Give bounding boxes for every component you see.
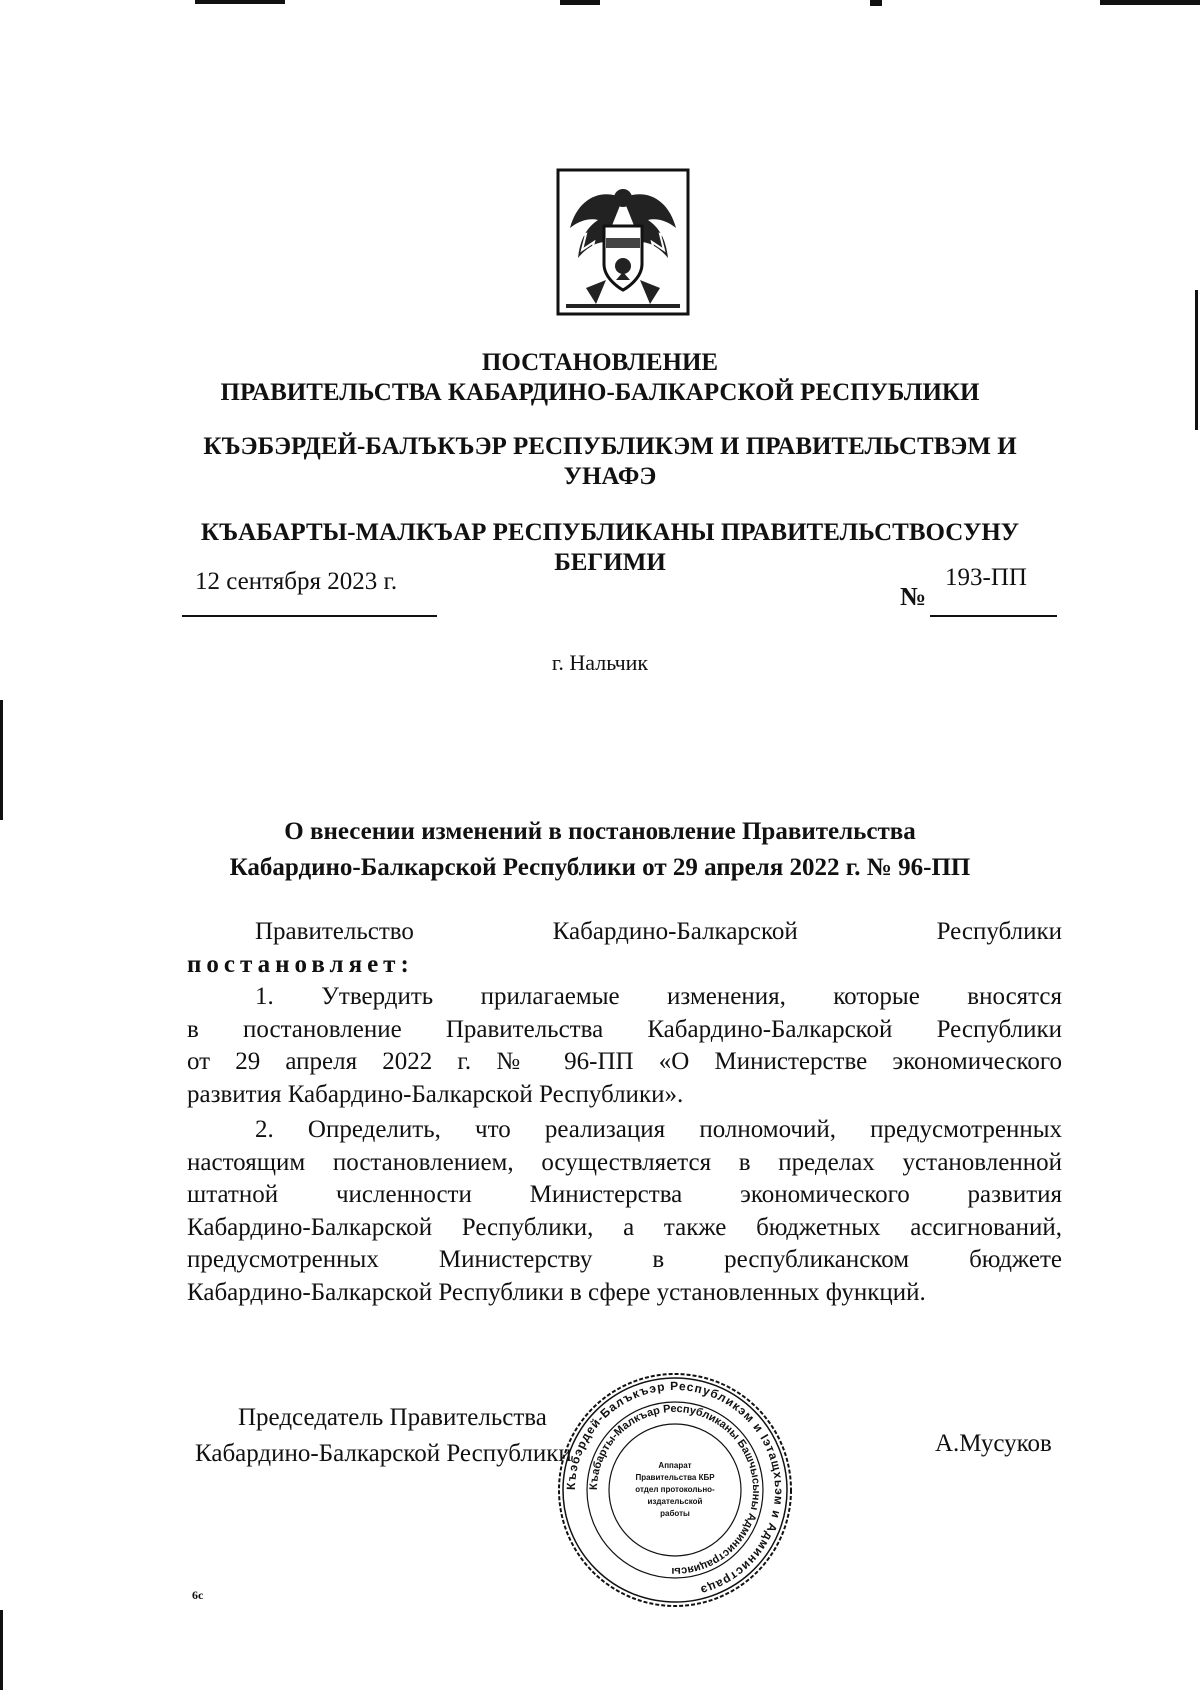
footer-mark: 6с: [192, 1588, 204, 1602]
item-line: 2. Определить, что реализация полномочий, предусмотренных: [255, 1116, 1062, 1143]
item-line: Кабардино-Балкарской Республики, а также бюджетных ассигнований,: [187, 1213, 1062, 1241]
official-seal-stamp: [555, 1370, 795, 1610]
item-line: Кабардино-Балкарской Республики в сфере установленных функций.: [187, 1278, 926, 1306]
decree-item-1: [187, 981, 1062, 1111]
preamble-line: Правительство Кабардино-Балкарской Республики: [255, 918, 1062, 945]
subject-line-1: О внесении изменений в постановление Правительства: [284, 818, 916, 845]
authority-heading-krc-line1: КЪАБАРТЫ-МАЛКЪАР РЕСПУБЛИКАНЫ ПРАВИТЕЛЬСТВОСУНУ: [200, 519, 1020, 546]
item-line: развития Кабардино-Балкарской Республики».: [187, 1080, 684, 1108]
authority-heading-ru: ПРАВИТЕЛЬСТВА КАБАРДИНО-БАЛКАРСКОЙ РЕСПУБЛИКИ: [220, 379, 980, 406]
number-underline: [930, 615, 1057, 617]
authority-heading-kbd-line2: УНАФЭ: [563, 463, 657, 490]
document-date: 12 сентября 2023 г.: [195, 568, 398, 595]
preamble: [187, 916, 1062, 981]
signatory-name: А.Мусуков: [935, 1430, 1052, 1457]
scan-artifact: [0, 1610, 3, 1690]
item-line: 1. Утвердить прилагаемые изменения, которые вносятся: [255, 983, 1062, 1010]
document-subject: [0, 814, 1200, 886]
stamp-center-line: Правительства КБР: [635, 1473, 715, 1482]
decree-item-2: [187, 1114, 1062, 1310]
stamp-center-line: работы: [660, 1509, 690, 1518]
item-line: настоящим постановлением, осуществляется в пределах установленной: [187, 1148, 1062, 1176]
preamble-decree-word: постановляет:: [187, 950, 414, 978]
authority-heading-krc-line2: БЕГИМИ: [554, 549, 666, 576]
scan-artifact: [195, 0, 285, 4]
authority-heading-kbd-line1: КЪЭБЭРДЕЙ-БАЛЪКЪЭР РЕСПУБЛИКЭМ И ПРАВИТЕЛЬСТВЭМ И: [203, 433, 1017, 460]
city-of-issue: г. Нальчик: [551, 650, 649, 675]
signatory-position-line1: Председатель Правительства: [238, 1404, 547, 1431]
stamp-middle-text: Къабарты-Малкъар Республиканы Башчысыны Администрациясы: [587, 1402, 763, 1578]
date-underline: [182, 615, 437, 617]
document-number: 193-ПП: [945, 564, 1027, 591]
subject-line-2: Кабардино-Балкарской Республики от 29 апреля 2022 г. № 96-ПП: [229, 854, 971, 881]
number-sign: №: [900, 582, 927, 611]
document-type-heading: ПОСТАНОВЛЕНИЕ: [481, 349, 719, 376]
stamp-center-line: издательской: [647, 1497, 703, 1506]
item-line: штатной численности Министерства экономического развития: [187, 1181, 1062, 1209]
scan-artifact: [1100, 0, 1200, 5]
scan-artifact: [870, 0, 882, 6]
signatory-position-line2: Кабардино-Балкарской Республики: [195, 1440, 572, 1467]
stamp-center-line: отдел протокольно-: [635, 1485, 715, 1494]
coat-of-arms-emblem: [556, 168, 690, 316]
stamp-center-line: Аппарат: [658, 1461, 692, 1470]
item-line: от 29 апреля 2022 г. № 96-ПП «О Министерстве экономического: [187, 1048, 1062, 1076]
item-line: предусмотренных Министерству в республиканском бюджете: [187, 1246, 1062, 1274]
scan-artifact: [560, 0, 600, 5]
scan-artifact: [0, 700, 3, 820]
stamp-outer-text: Къэбэрдей-Балъкъэр Республикэм и Іэтащхьэм и Администрацэ: [563, 1378, 787, 1598]
item-line: в постановление Правительства Кабардино-Балкарской Республики: [187, 1015, 1062, 1043]
